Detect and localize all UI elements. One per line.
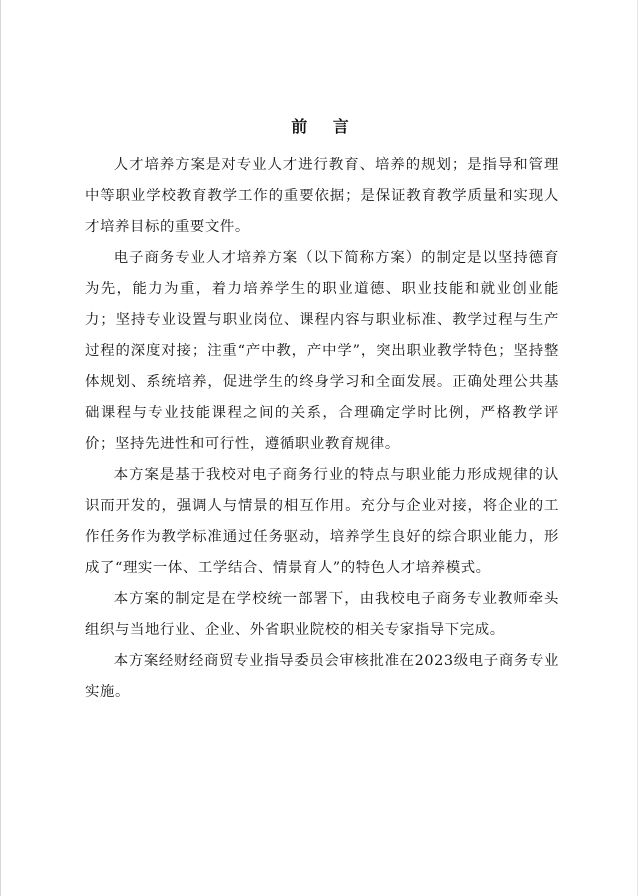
paragraph-formulation: 本方案的制定是在学校统一部署下，由我校电子商务专业教师牵头组织与当地行业、企业、外省职业院校的相关专家指导下完成。 <box>85 591 559 638</box>
paragraph-intro: 人才培养方案是对专业人才进行教育、培养的规划；是指导和管理中等职业学校教育教学工作的重要依据；是保证教育教学质量和实现人才培养目标的重要文件。 <box>85 157 559 235</box>
paragraph-principles: 电子商务专业人才培养方案（以下简称方案）的制定是以坚持德育为先，能力为重，着力培养学生的职业道德、职业技能和就业创业能力；坚持专业设置与职业岗位、课程内容与职业标准、教学过程与生产过程的深度对接；注重“产中教，产中学”，突出职业教学特色；坚持整体规划、系统培养，促进学生的终身学习和全面发展。正确处理公共基础课程与专业技能课程之间的关系，合理确定学时比例，严格教学评价；坚持先进性和可行性，遵循职业教育规律。 <box>85 250 559 452</box>
page-title: 前 言 <box>291 117 359 136</box>
paragraph-basis: 本方案是基于我校对电子商务行业的特点与职业能力形成规律的认识而开发的，强调人与情景的相互作用。充分与企业对接，将企业的工作任务作为教学标准通过任务驱动，培养学生良好的综合职业能力，形成了“理实一体、工学结合、情景育人”的特色人才培养模式。 <box>85 467 559 576</box>
paragraph-approval: 本方案经财经商贸专业指导委员会审核批准在2023级电子商务专业实施。 <box>85 653 559 700</box>
document-body <box>85 150 559 708</box>
